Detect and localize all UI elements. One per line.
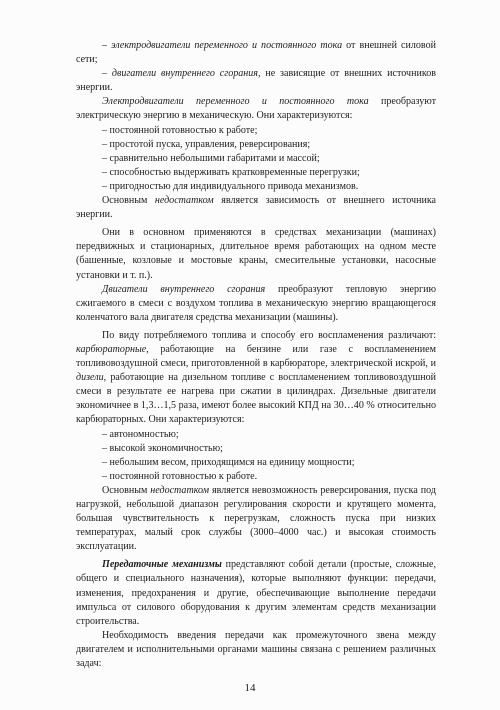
paragraph (76, 484, 436, 554)
text-run: , работающие на дизельном топливе с воспламенением топливовоздушной смеси в результате ее нагрева при сжатии в цилиндрах. Дизельные двигатели экономичнее в 1,3…1,5 раза, имеют более высокий КПД на 30…40 % относительно карбюраторных. Они характеризуются: (76, 372, 436, 426)
body-text (76, 39, 436, 671)
paragraph (76, 456, 436, 470)
text-run: – (102, 68, 112, 80)
text-run: – постоянной готовностью к работе. (102, 470, 258, 482)
text-run: Они в основном применяются в средствах механизации (машинах) передвижных и стационарных, длительное время работающих на одном месте (башенные, козловые и мостовые краны, смесительные установки, насосные установки и т. п.). (76, 227, 436, 281)
text-run: – автономностью; (102, 428, 179, 440)
text-run: Основным (102, 484, 151, 496)
text-run: является невозможность реверсирования, пуска под нагрузкой, небольшой диапазон регулирования скорости и крутящего момента, большая чувствительность к перегрузкам, сложность пуска при низких температурах, малый срок службы (3000–4000 час.) и высокая стоимость эксплуатации. (76, 484, 436, 553)
text-run: Основным (102, 195, 155, 207)
term-italic: недостатком (154, 195, 214, 207)
text-run: – простотой пуска, управления, реверсирования; (102, 138, 311, 150)
text-run: представляют собой детали (простые, сложные, общего и специального назначения), которые выполняют функции: передачи, изменения, предохранения и другие, обеспечивающие выполнение передачи импульса от силового оборудования к другим элементам средств механизации строительства. (76, 559, 436, 627)
paragraph (76, 329, 436, 428)
text-run: , работающие на бензине или газе с воспламенением топливовоздушной смеси, приготовленной в карбюраторе, электрической искрой, и (76, 343, 436, 370)
term-italic: карбюраторные (76, 343, 147, 355)
paragraph (76, 180, 436, 194)
text-run: , не зависящие от внешних источников энергии. (76, 68, 436, 94)
paragraph (76, 67, 436, 95)
paragraph (76, 558, 436, 628)
page-number: 14 (244, 682, 256, 694)
paragraph (76, 39, 436, 67)
paragraph (76, 95, 436, 123)
text-run: – небольшим весом, приходящимся на единицу мощности; (102, 456, 355, 468)
text-run: преобразуют тепловую энергию сжигаемого в смеси с воздухом топлива в механическую энергию вращающегося коленчатого вала двигателя средства механизации (машины). (76, 283, 436, 323)
text-run: По виду потребляемого топлива и способу его воспламенения различают: (102, 329, 436, 341)
paragraph (76, 124, 436, 138)
term-italic: Двигатели внутреннего сгорания (102, 283, 266, 295)
text-run: является зависимость от внешнего источника энергии. (76, 195, 437, 221)
paragraph (76, 629, 436, 671)
term-italic: электродвигатели переменного и постоянного тока (111, 40, 343, 51)
paragraph (76, 442, 436, 456)
text-run: – постоянной готовностью к работе; (102, 124, 258, 136)
paragraph (76, 283, 436, 325)
paragraph (76, 194, 436, 222)
text-run: – сравнительно небольшими габаритами и массой; (102, 152, 320, 164)
paragraph (76, 428, 436, 442)
text-run: преобразуют электрическую энергию в механическую. Они характеризуются: (76, 96, 436, 122)
text-run: – пригодностью для индивидуального привода механизмов. (102, 180, 359, 192)
paragraph (76, 226, 436, 282)
term-italic: дизели (76, 372, 104, 384)
term-italic: двигатели внутреннего сгорания (111, 68, 258, 80)
text-run: – высокой экономичностью; (102, 442, 223, 454)
paragraph (76, 470, 436, 484)
paragraph (76, 152, 436, 166)
paragraph (76, 166, 436, 180)
paragraph (76, 138, 436, 152)
term-italic: недостатком (150, 484, 210, 496)
text-run: от внешней силовой сети; (76, 40, 437, 66)
text-run: Необходимость введения передачи как промежуточного звена между двигателем и исполнительными органами машины связана с решением различных задач: (76, 629, 436, 670)
term-bold-italic: Передаточные механизмы (102, 559, 222, 571)
text-run: – способностью выдерживать кратковременные перегрузки; (102, 166, 360, 178)
text-run: – (102, 40, 112, 51)
term-italic: Электродвигатели переменного и постоянного тока (102, 96, 369, 108)
